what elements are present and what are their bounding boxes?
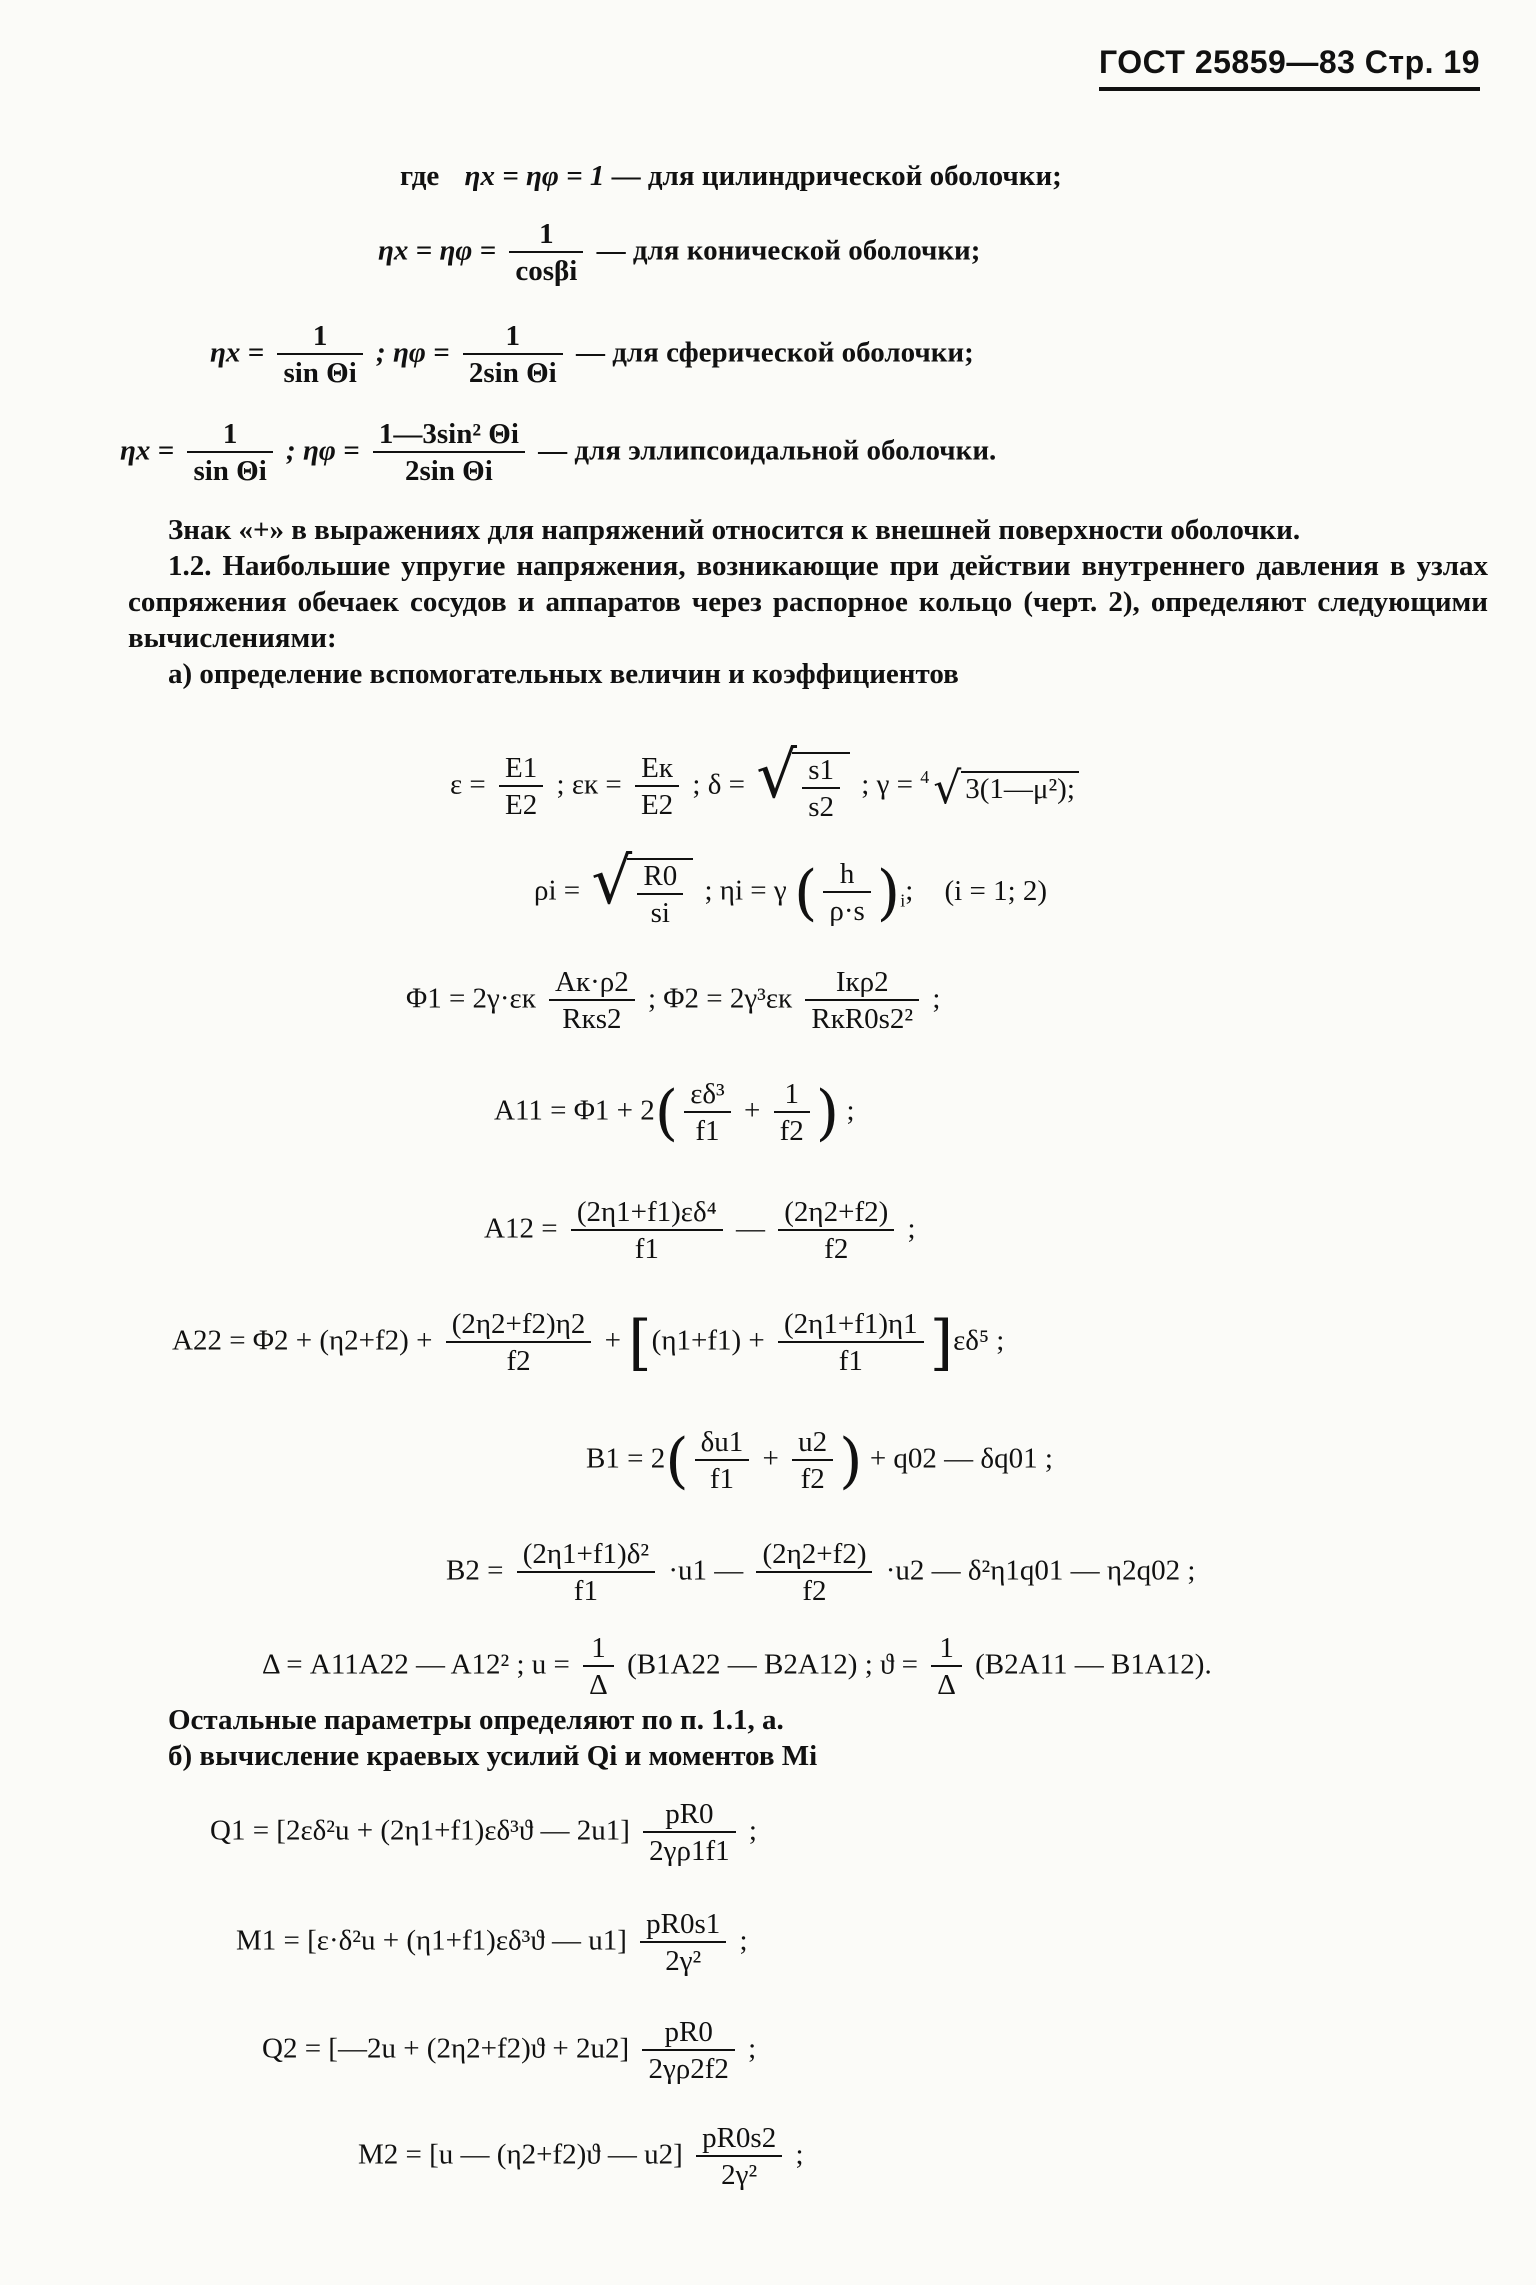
frac-num: δu1 xyxy=(695,1428,750,1461)
f6-mid: + xyxy=(604,1324,621,1357)
step-b: б) вычисление краевых усилий Qi и моментов Mi xyxy=(168,1740,818,1772)
f6-lhs: A22 = Φ2 + (η2+f2) + xyxy=(172,1324,433,1357)
radical-sign-icon: √ xyxy=(756,739,798,813)
frac-num: pR0 xyxy=(642,2018,734,2051)
frac-num: 1 xyxy=(931,1634,962,1667)
sign-note: Знак «+» в выражениях для напряжений относится к внешней поверхности оболочки. xyxy=(168,514,1301,546)
frac-num: 1 xyxy=(774,1080,810,1113)
f2-rho-lhs: ρi = xyxy=(534,874,581,907)
radical-sign-icon: √ xyxy=(933,762,962,814)
f4-frac2 xyxy=(774,1080,810,1146)
eta-ellipsoidal xyxy=(120,420,996,486)
frac-num: E1 xyxy=(499,754,543,787)
frac-den: f1 xyxy=(709,1463,735,1495)
f3-phi1-frac xyxy=(549,968,635,1034)
frac-num: h xyxy=(823,860,870,893)
frac-den: 2sin Θi xyxy=(404,455,493,487)
m1-tail: ; xyxy=(739,1924,748,1957)
f3-phi2-lhs: ; Φ2 = 2γ³εк xyxy=(647,982,793,1015)
frac-num: 1—3sin² Θi xyxy=(373,420,525,453)
f5-minus: — xyxy=(736,1212,766,1245)
f1-e-lhs: ε = xyxy=(450,768,486,801)
frac-num: 1 xyxy=(187,420,272,453)
bracket-open: [ xyxy=(628,1308,652,1378)
f1-root-index: 4 xyxy=(920,767,930,787)
m2-frac xyxy=(696,2124,782,2190)
radical-sign-icon: √ xyxy=(591,845,633,919)
eta-conical xyxy=(378,220,980,286)
frac-den: f1 xyxy=(838,1345,863,1377)
eta-ell-mid: ; ηφ = xyxy=(286,434,360,467)
f4-frac1 xyxy=(684,1080,731,1146)
frac-num: 1 xyxy=(509,220,583,253)
frac-den: f1 xyxy=(634,1233,659,1265)
q1-lhs: Q1 = [2εδ²u + (2η1+f1)εδ³ϑ — 2u1] xyxy=(210,1814,630,1847)
frac-den: sin Θi xyxy=(193,455,267,487)
f7-frac2 xyxy=(792,1428,833,1494)
f1-radicand: 3(1—μ²); xyxy=(961,771,1079,804)
eta-con-lhs: ηx = ηφ = xyxy=(378,234,497,267)
f4-tail: ; xyxy=(846,1094,855,1127)
f6-frac1 xyxy=(446,1310,592,1376)
paragraph-1-2: 1.2. Наибольшие упругие напряжения, возникающие при действии внутреннего давления в узлах сопряжения обечаек сосудов и аппаратов через распорное кольцо (черт. 2), определяют следующими вычислениями: xyxy=(128,550,1488,654)
formula-m2 xyxy=(358,2124,804,2190)
eta-ell-desc: — для эллипсоидальной оболочки. xyxy=(538,434,997,467)
f8-lhs: B2 = xyxy=(446,1554,504,1587)
f9-frac1 xyxy=(583,1634,614,1700)
q2-tail: ; xyxy=(748,2032,757,2065)
frac-den: sin Θi xyxy=(283,357,357,389)
f8-frac1 xyxy=(517,1540,655,1606)
eta-cyl-desc: — для цилиндрической оболочки; xyxy=(611,160,1062,192)
f1-gamma-root xyxy=(933,762,1079,814)
paren-close: ) xyxy=(839,1426,863,1496)
m1-frac xyxy=(640,1910,726,1976)
formula-f8 xyxy=(446,1540,1195,1606)
m1-lhs: M1 = [ε·δ²u + (η1+f1)εδ³ϑ — u1] xyxy=(236,1924,627,1957)
frac-den: s2 xyxy=(808,791,835,823)
q1-frac xyxy=(643,1800,735,1866)
formula-f6 xyxy=(172,1310,1004,1376)
formula-f1 xyxy=(450,739,1083,823)
f1-d-lhs: ; δ = xyxy=(692,768,745,801)
eta-ell-frac2 xyxy=(373,420,525,486)
f7-lhs: B1 = 2 xyxy=(586,1442,666,1475)
f2-rho-sqrt xyxy=(591,845,693,929)
f8-mid: ·u1 — xyxy=(668,1554,744,1587)
f8-frac2 xyxy=(756,1540,872,1606)
f5-frac2 xyxy=(778,1198,894,1264)
f1-g-lhs: ; γ = xyxy=(861,768,914,801)
f1-e-frac xyxy=(499,754,543,820)
eta-cyl-expr: ηx = ηφ = 1 xyxy=(464,160,605,192)
frac-den: 2sin Θi xyxy=(468,357,557,389)
eta-sph-mid: ; ηφ = xyxy=(376,336,450,369)
formula-f3 xyxy=(406,968,940,1034)
f5-tail: ; xyxy=(907,1212,916,1245)
frac-num: pR0s1 xyxy=(640,1910,726,1943)
frac-den: f1 xyxy=(573,1575,598,1607)
f3-phi2-frac xyxy=(805,968,919,1034)
formula-f4 xyxy=(494,1080,855,1146)
frac-den: si xyxy=(650,897,670,929)
f2-eta-frac xyxy=(823,860,870,926)
frac-den: f2 xyxy=(824,1233,849,1265)
frac-den: E2 xyxy=(640,789,674,821)
f9-tail: (B2A11 — B1A12). xyxy=(975,1648,1212,1681)
frac-den: 2γρ1f1 xyxy=(649,1835,730,1867)
step-a: а) определение вспомогательных величин и коэффициентов xyxy=(168,658,959,690)
frac-num: (2η2+f2) xyxy=(756,1540,872,1573)
frac-num: εδ³ xyxy=(684,1080,731,1113)
frac-den: Δ xyxy=(937,1669,956,1701)
eta-lead: где xyxy=(400,160,440,192)
frac-den: ρ·s xyxy=(829,895,865,927)
eta-cylindrical xyxy=(400,162,1062,191)
f1-ek-frac xyxy=(635,754,679,820)
m2-lhs: M2 = [u — (η2+f2)ϑ — u2] xyxy=(358,2138,683,2171)
f1-ek-lhs: ; εк = xyxy=(556,768,622,801)
formula-q1 xyxy=(210,1800,757,1866)
f4-lhs: A11 = Φ1 + 2 xyxy=(494,1094,655,1127)
f6-inner: (η1+f1) + xyxy=(651,1324,765,1357)
f7-tail: + q02 — δq01 ; xyxy=(869,1442,1053,1475)
eta-sph-frac2 xyxy=(463,322,563,388)
q2-frac xyxy=(642,2018,734,2084)
f9-lhs: Δ = A11A22 — A12² ; u = xyxy=(262,1648,570,1681)
m2-tail: ; xyxy=(795,2138,804,2171)
frac-den: Rкs2 xyxy=(562,1003,622,1035)
prose-block-1 xyxy=(128,512,1488,692)
f9-frac2 xyxy=(931,1634,962,1700)
frac-num: s1 xyxy=(802,756,840,789)
frac-den: f2 xyxy=(800,1463,825,1495)
frac-num: pR0 xyxy=(643,1800,735,1833)
frac-num: (2η1+f1)εδ⁴ xyxy=(571,1198,723,1231)
formula-f2: ρi = √ $\frac{R0}{si}$ ; ηi = γ ( $\frac{h}{\rho\cdot s}$ )$_i$; (i = 1; 2) xyxy=(534,845,1048,929)
eta-con-desc: — для конической оболочки; xyxy=(596,234,981,267)
f3-phi1-lhs: Φ1 = 2γ·εк xyxy=(406,982,536,1015)
f6-frac2 xyxy=(778,1310,924,1376)
f7-frac1 xyxy=(695,1428,750,1494)
eta-ell-frac1 xyxy=(187,420,272,486)
f5-lhs: A12 = xyxy=(484,1212,558,1245)
paren-close: ) xyxy=(815,1078,840,1148)
frac-den: f2 xyxy=(779,1115,804,1147)
f5-frac1 xyxy=(571,1198,723,1264)
eta-sph-desc: — для сферической оболочки; xyxy=(575,336,974,369)
frac-num: Eк xyxy=(635,754,679,787)
eta-con-frac xyxy=(509,220,583,286)
frac-den: f2 xyxy=(506,1345,531,1377)
formula-f5 xyxy=(484,1198,916,1264)
formula-q2 xyxy=(262,2018,756,2084)
frac-den: RкR0s2² xyxy=(811,1003,914,1035)
frac-den: 2γ² xyxy=(665,1945,702,1977)
frac-num: Aк·ρ2 xyxy=(549,968,635,1001)
frac-num: 1 xyxy=(463,322,563,355)
frac-den: f1 xyxy=(695,1115,720,1147)
paren-open: ( xyxy=(793,858,818,928)
frac-num: 1 xyxy=(583,1634,614,1667)
eta-sph-lhs: ηx = xyxy=(210,336,265,369)
f1-delta-sqrt xyxy=(756,739,850,823)
paren-close: ) xyxy=(876,858,901,928)
bracket-close: ] xyxy=(929,1308,954,1378)
f6-tail: εδ⁵ ; xyxy=(953,1324,1005,1357)
frac-num: 1 xyxy=(277,322,362,355)
paren-open: ( xyxy=(654,1078,679,1148)
page-header: ГОСТ 25859—83 Стр. 19 xyxy=(1099,44,1480,91)
frac-num: (2η2+f2)η2 xyxy=(446,1310,592,1343)
f7-plus: + xyxy=(762,1442,779,1475)
frac-num: Iкρ2 xyxy=(805,968,919,1001)
frac-den: E2 xyxy=(505,789,538,821)
frac-num: (2η1+f1)δ² xyxy=(517,1540,655,1573)
paren-open: ( xyxy=(665,1426,689,1496)
rest-note: Остальные параметры определяют по п. 1.1, а. xyxy=(168,1704,784,1736)
eta-spherical xyxy=(210,322,974,388)
eta-sph-frac1 xyxy=(277,322,362,388)
q2-lhs: Q2 = [—2u + (2η2+f2)ϑ + 2u2] xyxy=(262,2032,630,2065)
frac-den: f2 xyxy=(802,1575,827,1607)
frac-den: 2γ² xyxy=(721,2159,758,2191)
frac-num: pR0s2 xyxy=(696,2124,782,2157)
frac-den: 2γρ2f2 xyxy=(648,2053,729,2085)
formula-m1 xyxy=(236,1910,748,1976)
frac-den: Δ xyxy=(589,1669,608,1701)
frac-den: cosβi xyxy=(515,255,578,287)
formula-f9 xyxy=(262,1634,1212,1700)
f2-eta-lhs: ; ηi = γ xyxy=(704,874,787,907)
frac-num: R0 xyxy=(637,862,683,895)
prose-block-2 xyxy=(128,1702,1488,1774)
formula-f7 xyxy=(586,1428,1053,1494)
frac-num: u2 xyxy=(792,1428,833,1461)
f4-plus: + xyxy=(744,1094,761,1127)
f8-tail: ·u2 — δ²η1q01 — η2q02 ; xyxy=(885,1554,1196,1587)
eta-ell-lhs: ηx = xyxy=(120,434,175,467)
frac-num: (2η2+f2) xyxy=(778,1198,894,1231)
q1-tail: ; xyxy=(748,1814,757,1847)
frac-num: (2η1+f1)η1 xyxy=(778,1310,924,1343)
f9-mid: (B1A22 — B2A12) ; ϑ = xyxy=(627,1648,918,1681)
f2-tail: (i = 1; 2) xyxy=(944,874,1048,907)
f3-tail: ; xyxy=(932,982,941,1015)
